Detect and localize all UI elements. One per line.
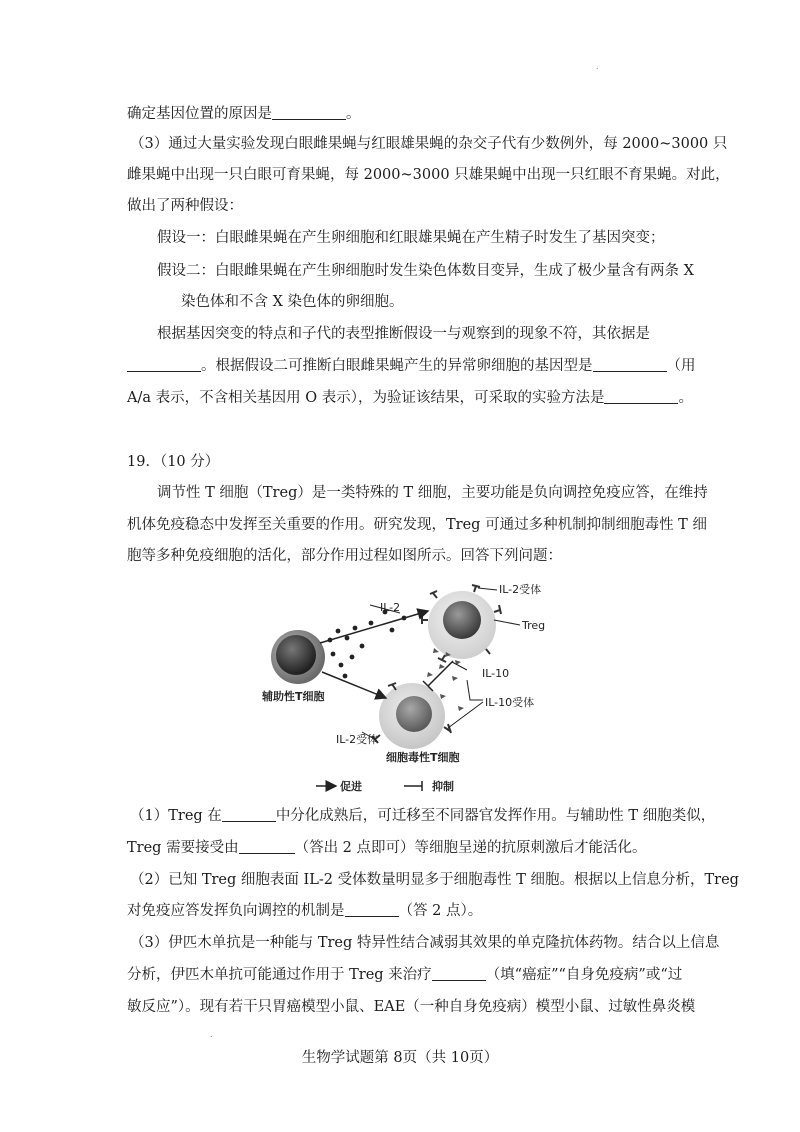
q19-intro-line3: 胞等多种免疫细胞的活化，部分作用过程如图所示。回答下列问题：: [127, 548, 562, 564]
q19-part3-line3: 敏反应”）。现有若干只胃癌模型小鼠、EAE（一种自身免疫病）模型小鼠、过敏性鼻炎模: [127, 999, 696, 1015]
basis-line1: 根据基因突变的特点和子代的表型推断假设一与观察到的现象不符，其依据是: [157, 326, 650, 342]
page-footer: 生物学试题第 8页（共 10页）: [301, 1050, 499, 1066]
basis-line2: 。根据假设二可推断白眼雌果蝇产生的异常卵细胞的基因型是 （用: [127, 356, 696, 376]
legend-inhibit: 抑制: [432, 780, 454, 793]
answer-blank[interactable]: [345, 902, 399, 917]
cytotoxic-t-cell: [372, 683, 451, 749]
q19-part3-line2: 分析，伊匹木单抗可能通过作用于 Treg 来治疗 （填“癌症”“自身免疫病”或“过: [127, 967, 683, 983]
q19-part1-line2: Treg 需要接受由 （答出 2 点即可）等细胞呈递的抗原刺激后才能活化。: [127, 840, 647, 856]
q18-part3-line3: 做出了两种假设：: [127, 198, 243, 214]
basis-line3: A/a 表示，不含相关基因用 O 表示），为验证该结果，可采取的实验方法是 。: [127, 390, 693, 406]
label-il2-receptor-top: IL-2受体: [499, 583, 542, 596]
label-cytotoxic-t-cell: 细胞毒性T细胞: [386, 751, 460, 764]
q18-reason-line: 确定基因位置的原因是 。: [127, 106, 361, 122]
label-il2: IL-2: [380, 601, 401, 614]
label-treg: Treg: [522, 619, 546, 632]
q19-part2-line1: （2）已知 Treg 细胞表面 IL-2 受体数量明显多于细胞毒性 T 细胞。根据以上信息分析，Treg: [130, 872, 739, 888]
hypothesis-one: 假设一：白眼雌果蝇在产生卵细胞和红眼雄果蝇在产生精子时发生了基因突变；: [157, 230, 665, 246]
q19-part2-line2: 对免疫应答发挥负向调控的机制是 （答 2 点）。: [127, 903, 483, 919]
label-helper-t-cell: 辅助性T细胞: [262, 690, 325, 703]
hypothesis-two-line1: 假设二：白眼雌果蝇在产生卵细胞时发生染色体数目变异，生成了极少量含有两条 X: [157, 263, 694, 279]
il2-particles: [328, 610, 407, 679]
figure-legend: [316, 779, 454, 793]
q19-intro-line2: 机体免疫稳态中发挥至关重要的作用。研究发现，Treg 可通过多种机制抑制细胞毒性 T 细: [127, 517, 707, 533]
legend-promote: 促进: [340, 780, 362, 793]
helper-t-cell: [271, 630, 325, 684]
label-il10-receptor: IL-10受体: [485, 696, 535, 709]
label-il10: IL-10: [482, 667, 510, 680]
q19-part3-line1: （3）伊匹木单抗是一种能与 Treg 特异性结合减弱其效果的单克隆抗体药物。结合以上信息: [130, 935, 720, 951]
answer-blank[interactable]: [222, 807, 276, 822]
label-il2-receptor-bottom: IL-2受体: [336, 733, 379, 746]
q19-header: 19．（10 分）: [127, 454, 220, 470]
hypothesis-two-line2: 染色体和不含 X 染色体的卵细胞。: [181, 294, 404, 310]
scan-speck: .: [210, 1030, 213, 1039]
q19-part1-line1: （1）Treg 在 中分化成熟后，可迁移至不同器官发挥作用。与辅助性 T 细胞类似，: [130, 808, 716, 824]
answer-blank[interactable]: [432, 966, 486, 981]
q18-part3-line2: 雌果蝇中出现一只白眼可育果蝇，每 2000~3000 只雄果蝇中出现一只红眼不育果蝇。对此，: [127, 167, 730, 183]
answer-blank[interactable]: [239, 839, 295, 854]
q19-intro-line1: 调节性 T 细胞（Treg）是一类特殊的 T 细胞，主要功能是负向调控免疫应答，在维持: [157, 485, 708, 501]
q18-part3-line1: （3）通过大量实验发现白眼雌果蝇与红眼雄果蝇的杂交子代有少数例外，每 2000~3000 只: [130, 136, 728, 152]
scan-speck: .: [596, 62, 599, 71]
